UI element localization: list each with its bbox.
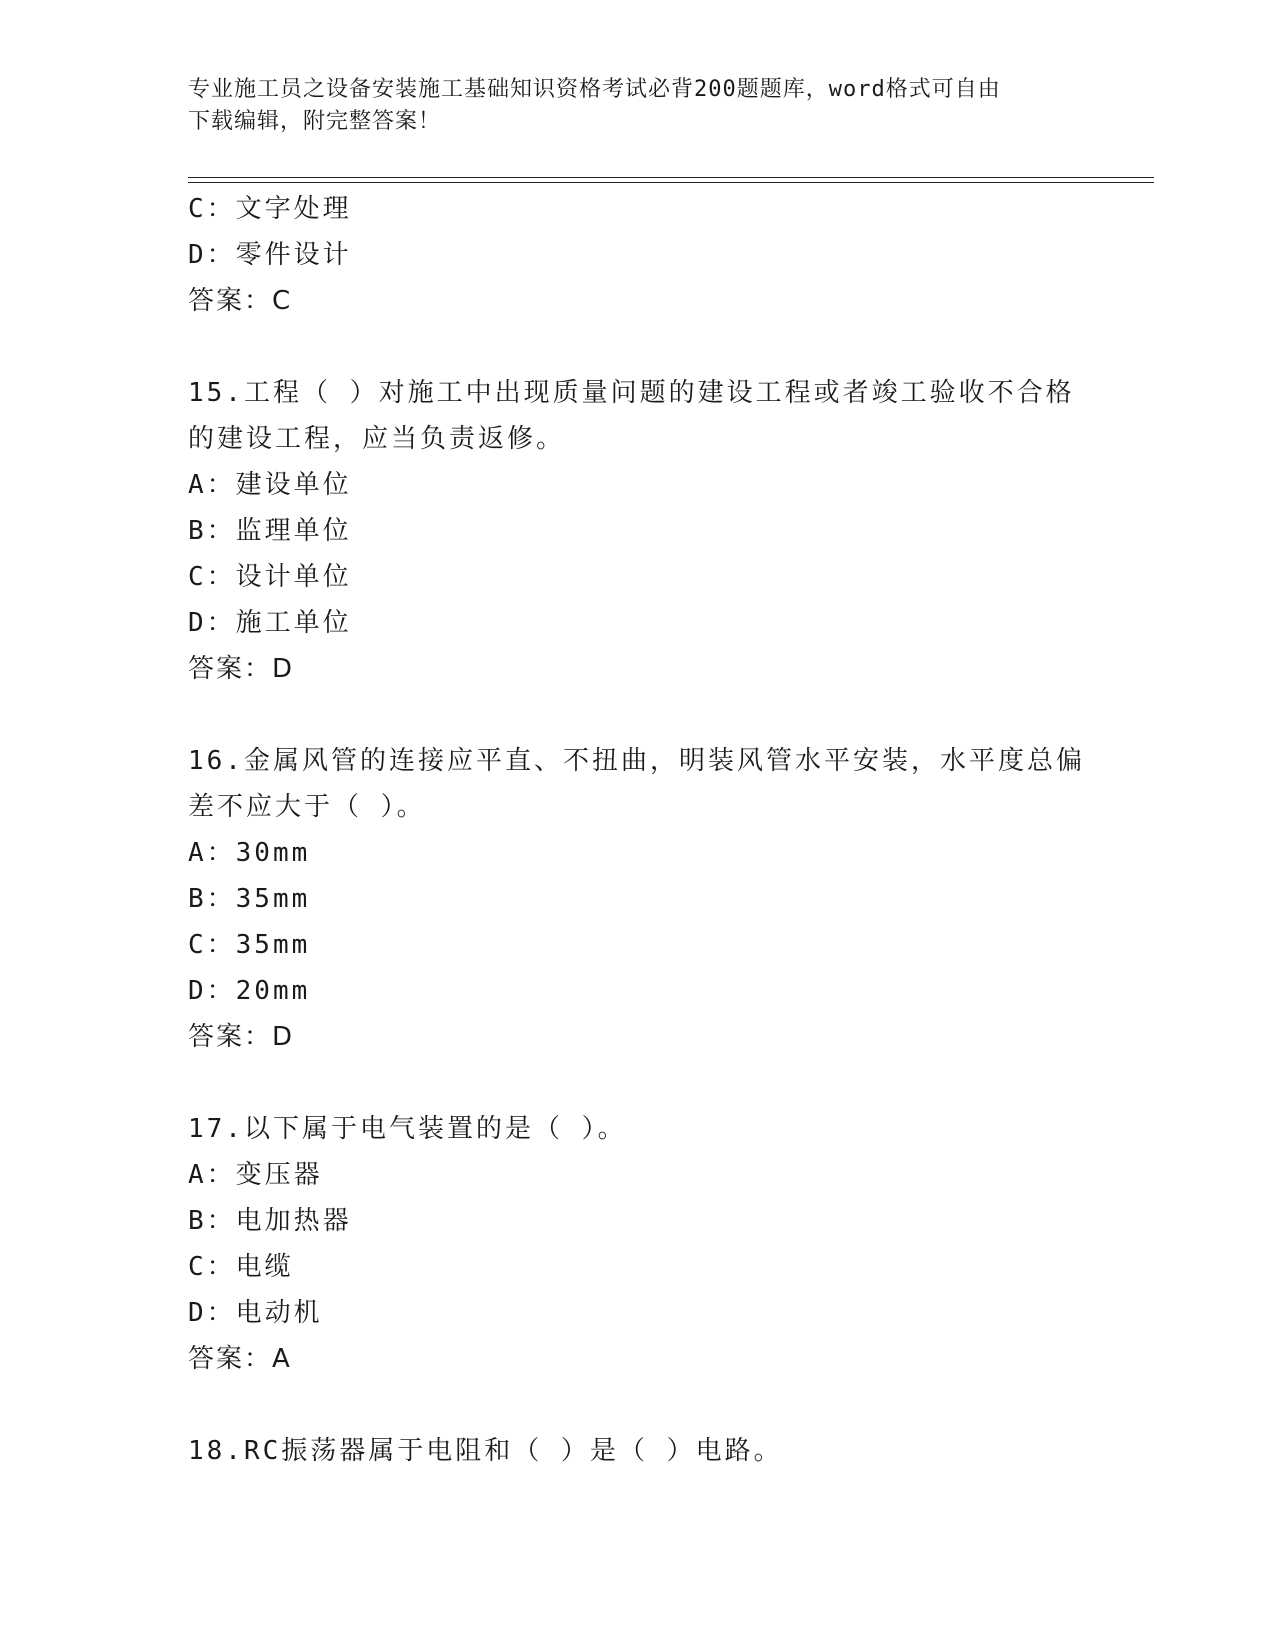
document-header <box>188 74 1088 138</box>
option-d: D：施工单位 <box>188 608 352 638</box>
question-stem: 15.工程（ ）对施工中出现质量问题的建设工程或者竣工验收不合格 <box>188 378 1075 408</box>
question-14 <box>188 186 1088 324</box>
spacer <box>188 692 1088 738</box>
question-stem: 16.金属风管的连接应平直、不扭曲，明装风管水平安装，水平度总偏 <box>188 746 1085 776</box>
header-title-line-1: 专业施工员之设备安装施工基础知识资格考试必背200题题库，word格式可自由 <box>188 77 1001 102</box>
option-c: C：35mm <box>188 930 311 960</box>
option-d: D：20mm <box>188 976 311 1006</box>
question-stem: 17.以下属于电气装置的是（ ）。 <box>188 1114 627 1144</box>
header-divider-bottom <box>188 182 1154 183</box>
header-divider-top <box>188 177 1154 178</box>
question-stem: 18.RC振荡器属于电阻和（ ）是（ ）电路。 <box>188 1436 783 1466</box>
question-15 <box>188 370 1088 692</box>
question-18 <box>188 1428 1088 1474</box>
question-16 <box>188 738 1088 1060</box>
header-title-line-2: 下载编辑，附完整答案！ <box>188 109 442 134</box>
answer: 答案：D <box>188 1022 295 1052</box>
option-b: B：电加热器 <box>188 1206 352 1236</box>
question-stem-continued: 差不应大于（ ）。 <box>188 792 426 822</box>
spacer <box>188 324 1088 370</box>
option-c: C：设计单位 <box>188 562 352 592</box>
option-c: C：文字处理 <box>188 194 352 224</box>
option-a: A：建设单位 <box>188 470 352 500</box>
question-stem-continued: 的建设工程，应当负责返修。 <box>188 424 566 454</box>
spacer <box>188 1382 1088 1428</box>
answer: 答案：D <box>188 654 295 684</box>
option-a: A：30mm <box>188 838 311 868</box>
question-list <box>188 186 1088 1474</box>
option-d: D：电动机 <box>188 1298 323 1328</box>
option-b: B：35mm <box>188 884 311 914</box>
option-b: B：监理单位 <box>188 516 352 546</box>
option-d: D：零件设计 <box>188 240 352 270</box>
spacer <box>188 1060 1088 1106</box>
answer: 答案：A <box>188 1344 292 1374</box>
answer: 答案：C <box>188 286 293 316</box>
option-a: A：变压器 <box>188 1160 323 1190</box>
question-17 <box>188 1106 1088 1382</box>
option-c: C：电缆 <box>188 1252 294 1282</box>
